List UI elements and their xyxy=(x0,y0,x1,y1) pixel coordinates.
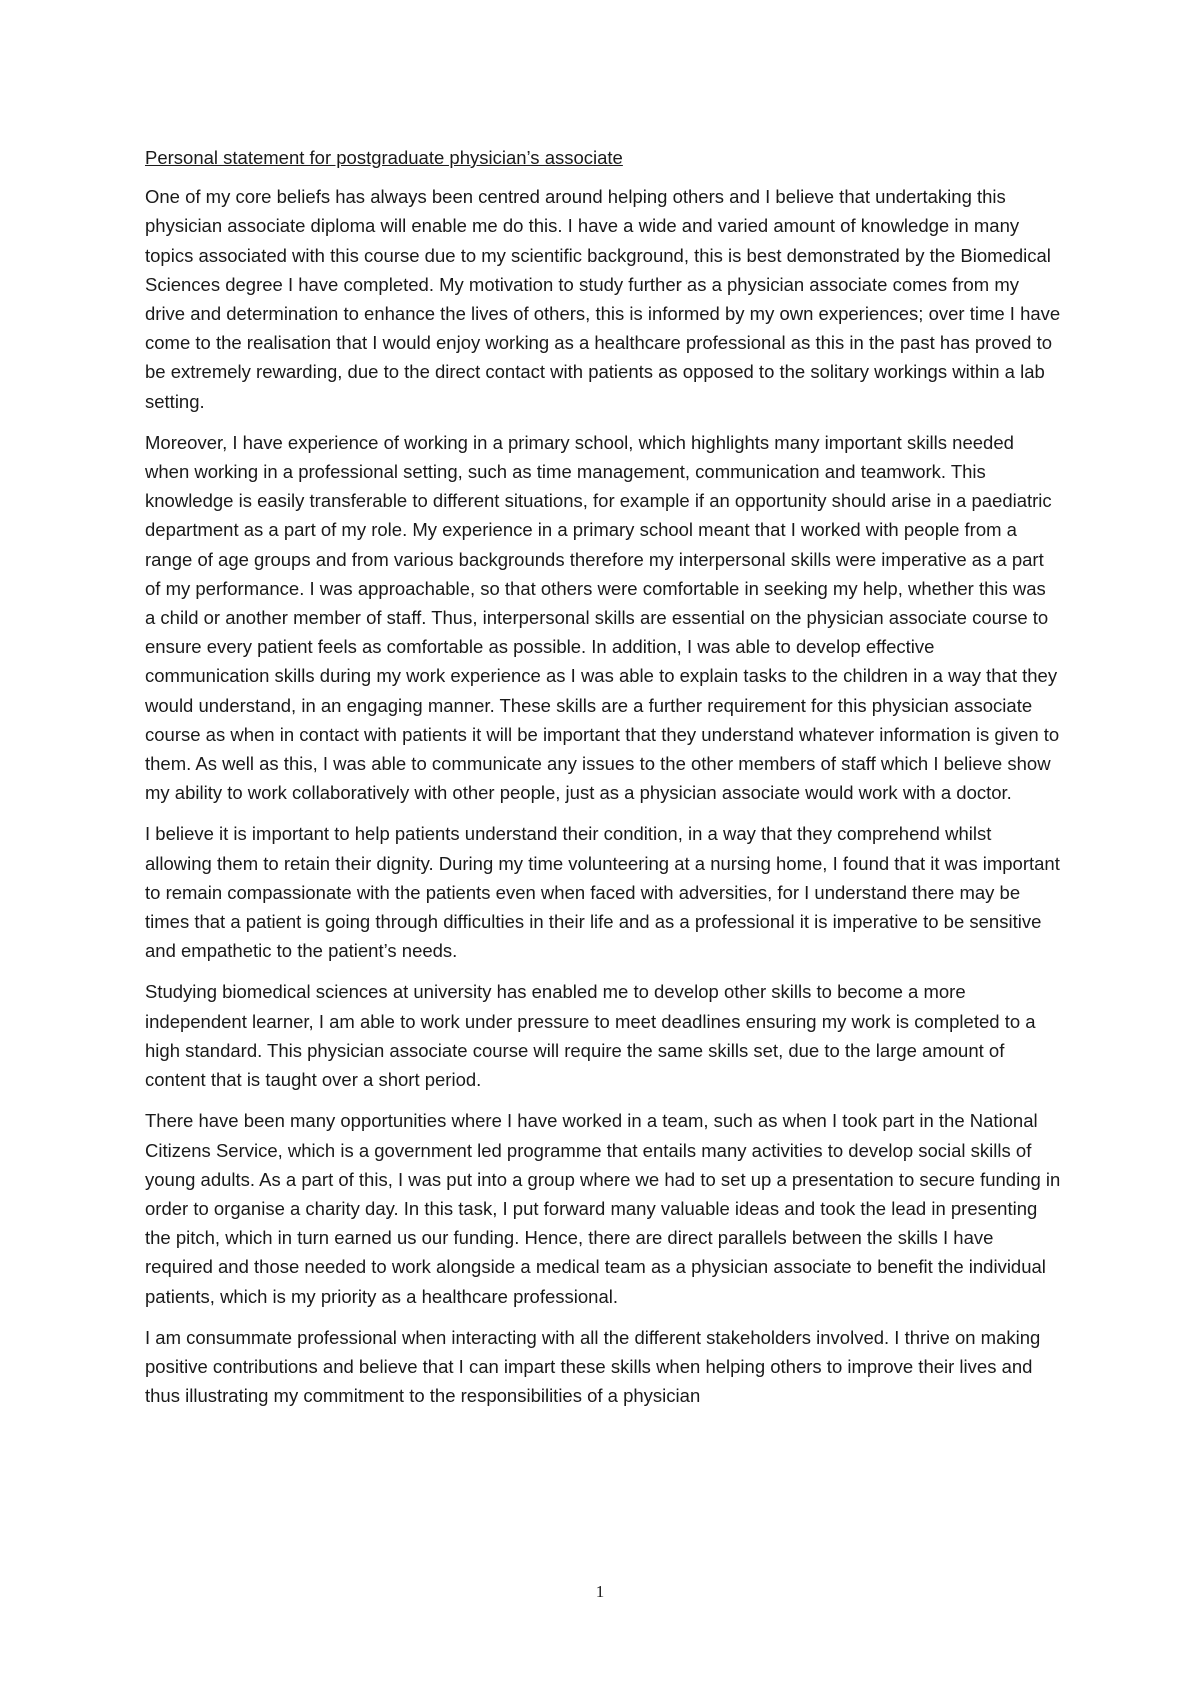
document-title: Personal statement for postgraduate physician’s associate xyxy=(145,147,623,168)
paragraph-3: I believe it is important to help patients understand their condition, in a way that they comprehend whilst allowing them to retain their dignity. During my time volunteering at a nursing home, I found that it was important to remain compassionate with the patients even when faced with adversities, for I understand there may be times that a patient is going through difficulties in their life and as a professional it is imperative to be sensitive and empathetic to the patient’s needs. xyxy=(145,823,1060,962)
page-number: 1 xyxy=(595,1582,605,1601)
paragraph-1: One of my core beliefs has always been centred around helping others and I believe that undertaking this physician associate diploma will enable me do this. I have a wide and varied amount of knowledge in many topics associated with this course due to my scientific background, this is best demonstrated by the Biomedical Sciences degree I have completed. My motivation to study further as a physician associate comes from my drive and determination to enhance the lives of others, this is informed by my own experiences; over time I have come to the realisation that I would enjoy working as a healthcare professional as this in the past has proved to be extremely rewarding, due to the direct contact with patients as opposed to the solitary workings within a lab setting. xyxy=(145,186,1061,412)
document-body xyxy=(145,143,1061,1422)
paragraph-4: Studying biomedical sciences at university has enabled me to develop other skills to become a more independent learner, I am able to work under pressure to meet deadlines ensuring my work is completed to a high standard. This physician associate course will require the same skills set, due to the large amount of content that is taught over a short period. xyxy=(145,981,1036,1091)
paragraph-6: I am consummate professional when interacting with all the different stakeholders involved. I thrive on making positive contributions and believe that I can impart these skills when helping others to improve their lives and thus illustrating my commitment to the responsibilities of a physician xyxy=(145,1326,1041,1407)
paragraph-5: There have been many opportunities where I have worked in a team, such as when I took part in the National Citizens Service, which is a government led programme that entails many activities to develop social skills of young adults. As a part of this, I was put into a group where we had to set up a presentation to secure funding in order to organise a charity day. In this task, I put forward many valuable ideas and took the lead in presenting the pitch, which in turn earned us our funding. Hence, there are direct parallels between the skills I have required and those needed to work alongside a medical team as a physician associate to benefit the individual patients, which is my priority as a healthcare professional. xyxy=(145,1110,1061,1307)
paragraph-2: Moreover, I have experience of working in a primary school, which highlights many important skills needed when working in a professional setting, such as time management, communication and teamwork. This knowledge is easily transferable to different situations, for example if an opportunity should arise in a paediatric department as a part of my role. My experience in a primary school meant that I worked with people from a range of age groups and from various backgrounds therefore my interpersonal skills were imperative as a part of my performance. I was approachable, so that others were comfortable in seeking my help, whether this was a child or another member of staff. Thus, interpersonal skills are essential on the physician associate course to ensure every patient feels as comfortable as possible. In addition, I was able to develop effective communication skills during my work experience as I was able to explain tasks to the children in a way that they would understand, in an engaging manner. These skills are a further requirement for this physician associate course as when in contact with patients it will be important that they understand whatever information is given to them. As well as this, I was able to communicate any issues to the other members of staff which I believe show my ability to work collaboratively with other people, just as a physician associate would work with a doctor. xyxy=(145,431,1060,804)
